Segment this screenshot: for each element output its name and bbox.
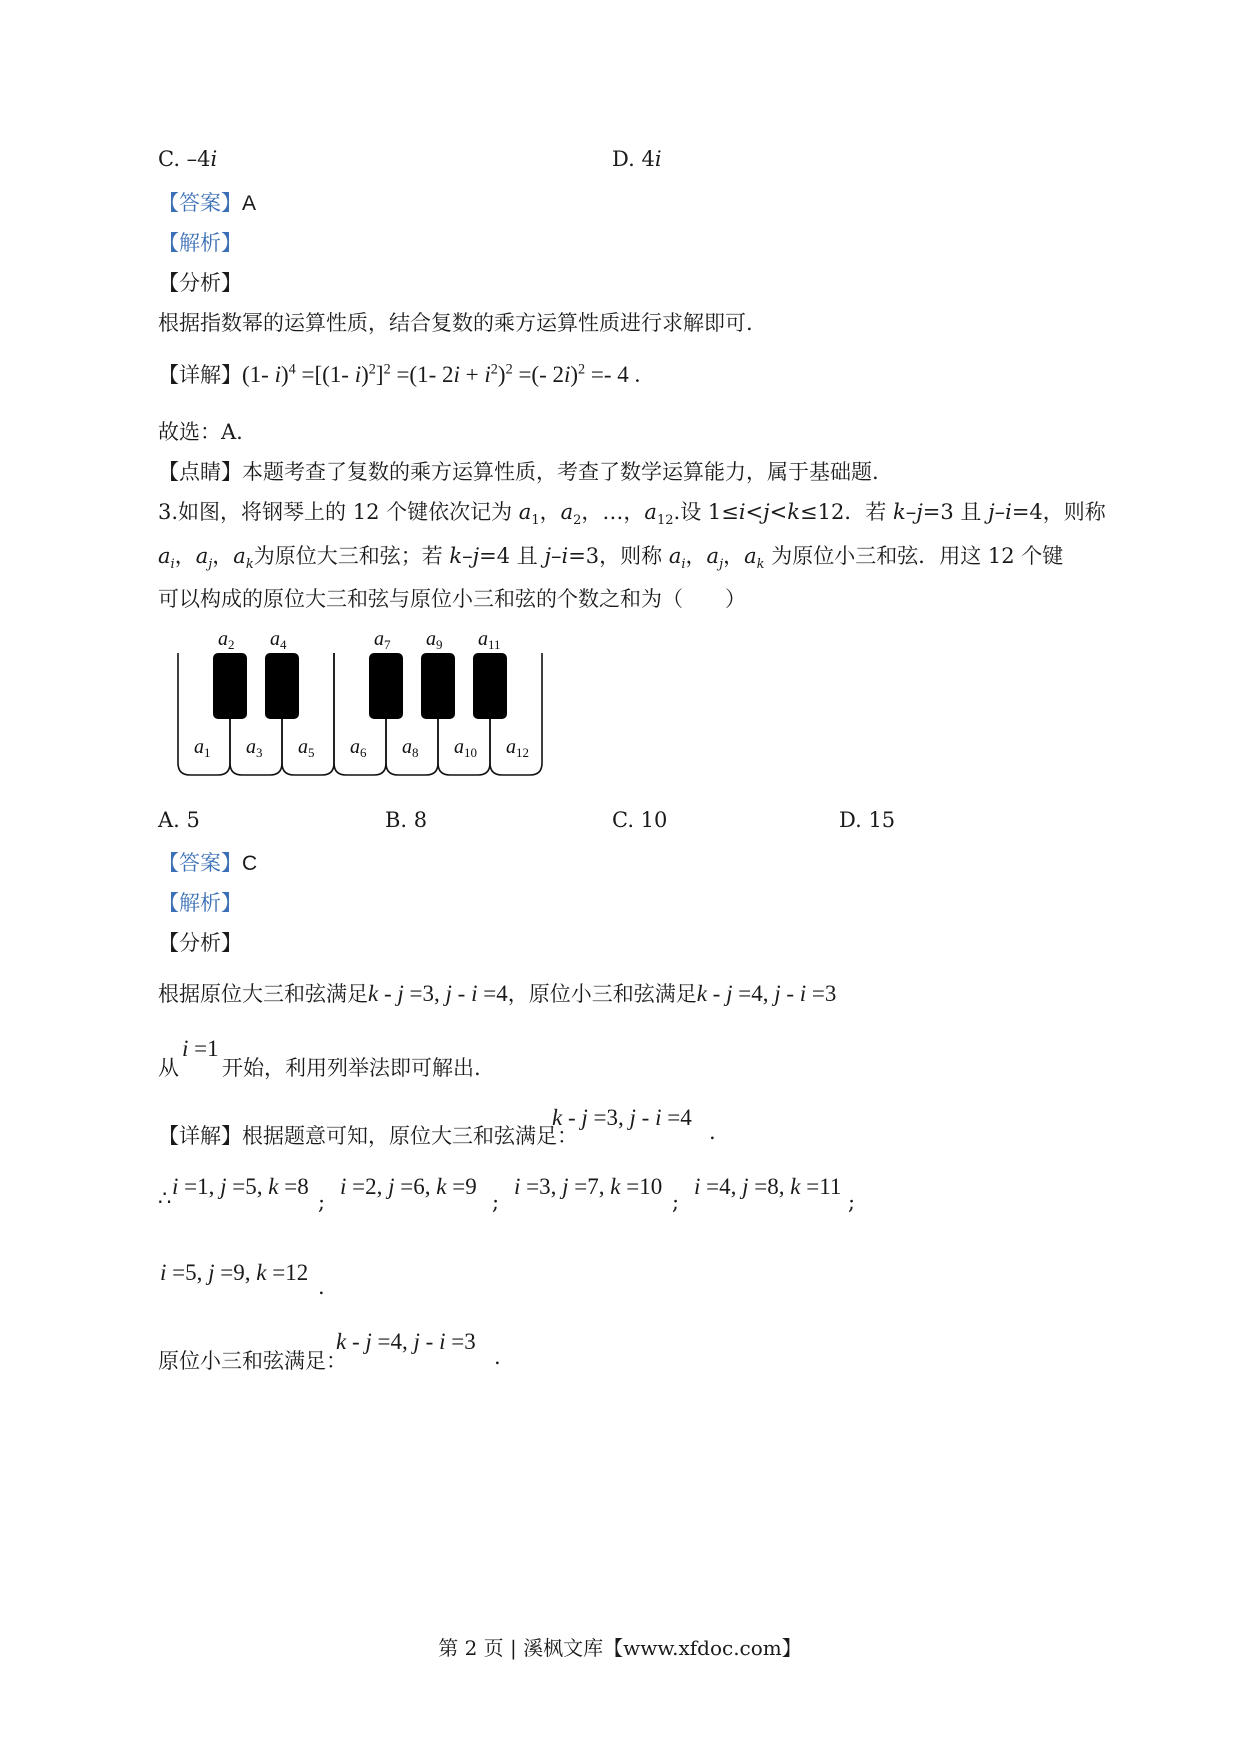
dianjing-tag: 【点睛】 [158, 460, 242, 484]
piano-white-key-label: $a_6$ [350, 736, 367, 760]
fenxi-tag-q3: 【分析】 [158, 931, 242, 955]
period: . [494, 1345, 501, 1369]
piano-black-key [265, 653, 299, 719]
kaishi-text: 开始，利用列举法即可解出. [222, 1056, 481, 1080]
major-formula: k - j =3, j - i =4 [552, 1105, 692, 1130]
piano-white-key-label: $a_5$ [298, 736, 315, 760]
major-case-1: i =1, j =5, k =8 [172, 1174, 309, 1199]
analysis-tag-q3: 【解析】 [158, 891, 242, 915]
piano-black-key-label: $a_{11}$ [478, 628, 501, 652]
xiao-text: 原位小三和弦满足： [158, 1349, 347, 1373]
major-condition: k - j =3, j - i =4 [368, 981, 508, 1006]
sep: ; [318, 1190, 326, 1214]
xiangjie-tag: 【详解】 [158, 1124, 242, 1148]
minor-condition: k - j =4, j - i =3 [696, 981, 837, 1006]
piano-black-key-label: $a_7$ [374, 628, 391, 652]
sep: ; [672, 1190, 680, 1214]
xiangjie-tag: 【详解】 [158, 363, 242, 387]
piano-white-key-label: $a_3$ [246, 736, 263, 760]
q3-line3: 可以构成的原位大三和弦与原位小三和弦的个数之和为（ ） [158, 587, 746, 611]
fenxi-pre: 根据原位大三和弦满足 [158, 982, 368, 1006]
major-case-4: i =4, j =8, k =11 [694, 1174, 842, 1199]
piano-white-key-label: $a_{10}$ [454, 736, 477, 760]
major-case-3: i =3, j =7, k =10 [514, 1174, 663, 1199]
piano-white-key-label: $a_8$ [402, 736, 419, 760]
fenxi-mid: ，原位小三和弦满足 [507, 982, 697, 1006]
sep: ; [492, 1190, 500, 1214]
q3-line2: $a_i$，$a_j$，$a_k$为原位大三和弦；若 k–j=4 且 j–i=3，则称 $a_i$，$a_j$，$a_k$ 为原位小三和弦．用这 12 个键 [158, 544, 1064, 573]
answer-line-q3 [158, 847, 257, 877]
piano-black-key [473, 653, 507, 719]
piano-black-key [213, 653, 247, 719]
major-case-5: i =5, j =9, k =12 [160, 1260, 309, 1285]
piano-white-key-label: $a_1$ [194, 736, 211, 760]
period: . [318, 1275, 325, 1299]
fenxi-text-q2: 根据指数幂的运算性质，结合复数的乘方运算性质进行求解即可. [158, 311, 753, 335]
fenxi-text-q3 [158, 978, 836, 1008]
piano-black-key-label: $a_9$ [426, 628, 443, 652]
piano-white-key-label: $a_{12}$ [506, 736, 529, 760]
piano-black-key [369, 653, 403, 719]
xiangjie-formula: (1- i)$^4$ =[(1- i)$^2$]$^2$ =(1- $2i + i^2)^2$ =(- 2i)$^2$ =- 4 . [242, 361, 641, 387]
guxuan-q2: 故选：A. [158, 420, 243, 444]
q3-line1: 3.如图，将钢琴上的 12 个键依次记为 $a_1$，$a_2$，…，$a_{12}$.设 1≤i<j<k≤12．若 k–j=3 且 j–i=4，则称 [158, 500, 1106, 529]
xiangjie-line-q3 [158, 1120, 578, 1150]
piano-black-key [421, 653, 455, 719]
page-footer: 第 2 页 | 溪枫文库【www.xfdoc.com】 [438, 1636, 802, 1660]
start-condition: i =1 [182, 1036, 219, 1061]
answer-line-q2 [158, 187, 256, 217]
q3-option-c: C. 10 [612, 808, 668, 832]
piano-figure [170, 625, 550, 785]
answer-tag: 【答案】 [158, 191, 242, 215]
xiangjie-line-q2 [158, 359, 640, 389]
dianjing-line [158, 456, 879, 486]
xiangjie-text: 根据题意可知，原位大三和弦满足： [242, 1124, 578, 1148]
option-d: D. 4i [612, 147, 662, 171]
cong-text: 从 [158, 1056, 179, 1080]
dianjing-text: 本题考查了复数的乘方运算性质，考查了数学运算能力，属于基础题. [242, 460, 879, 484]
minor-formula: k - j =4, j - i =3 [336, 1329, 476, 1354]
piano-black-key-label: $a_4$ [270, 628, 287, 652]
sep: ; [848, 1190, 856, 1214]
answer-value: C [242, 852, 258, 875]
analysis-tag-q2: 【解析】 [158, 231, 242, 255]
answer-tag: 【答案】 [158, 851, 242, 875]
period: . [709, 1120, 716, 1144]
therefore-sign: ∴ [158, 1186, 172, 1210]
q3-option-b: B. 8 [385, 808, 428, 832]
q3-option-a: A. 5 [158, 808, 200, 832]
piano-black-key-label: $a_2$ [218, 628, 235, 652]
option-c: C. –4i [158, 147, 218, 171]
answer-value: A [242, 192, 257, 215]
q3-option-d: D. 15 [839, 808, 896, 832]
fenxi-tag-q2: 【分析】 [158, 271, 242, 295]
major-case-2: i =2, j =6, k =9 [340, 1174, 477, 1199]
